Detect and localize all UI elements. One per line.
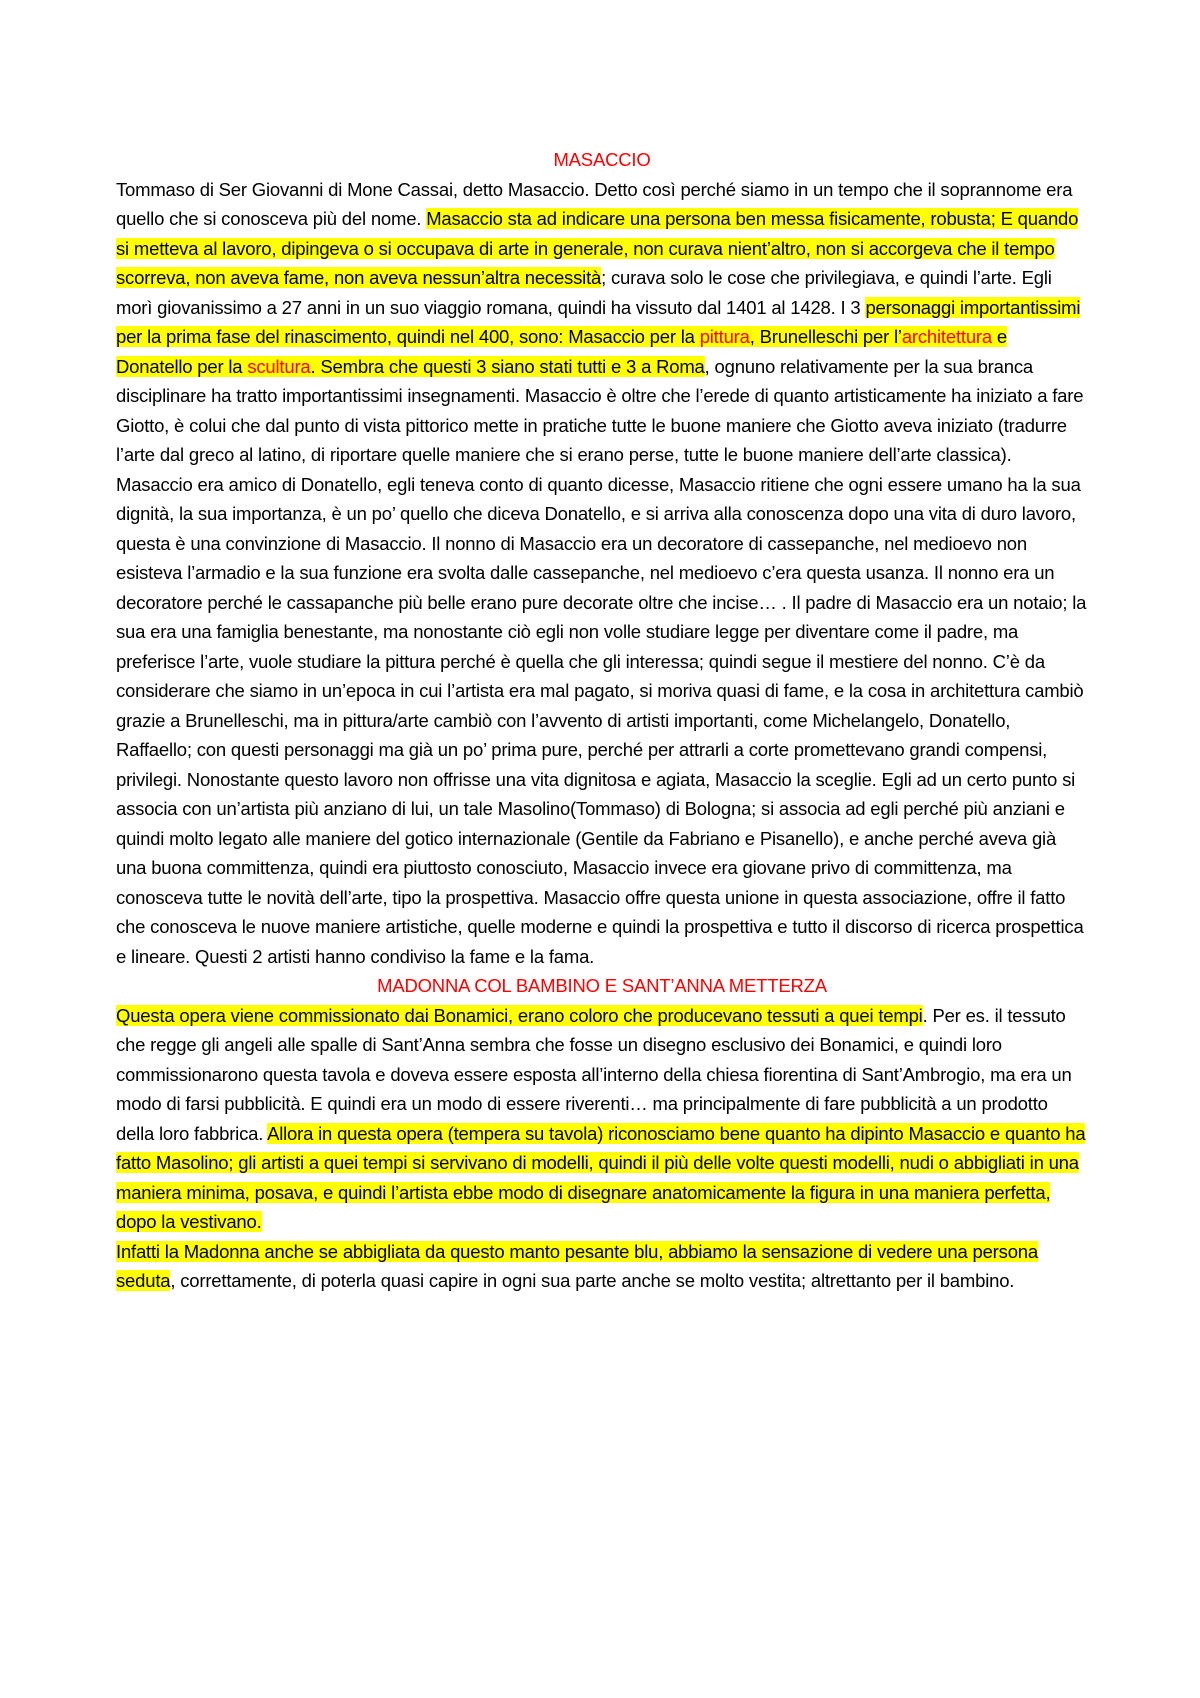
highlighted-text: Infatti la Madonna anche se abbigliata da questo manto pesante blu, abbiamo la sensazione di vedere una persona seduta: [116, 1240, 1038, 1291]
highlighted-text: . Sembra che questi 3 siano stati tutti e 3 a Roma: [310, 355, 705, 377]
body-text: , correttamente, di poterla quasi capire in ogni sua parte anche se molto vestita; altrettanto per il bambino.: [170, 1270, 1015, 1291]
body-text: . Per es. il tessuto che regge gli angeli alle spalle di Sant’Anna sembra che fosse un disegno esclusivo dei Bonamici, e quindi loro commissionarono questa tavola e doveva essere esposta all’interno della chiesa fiorentina di Sant’Ambrogio, ma era un modo di farsi pubblicità. E quindi era un modo di essere riverenti… ma principalmente di fare pubblicità a un prodotto della loro fabbrica.: [116, 1004, 1072, 1144]
highlighted-text: , Brunelleschi per l’: [749, 326, 902, 347]
heading-madonna: MADONNA COL BAMBINO E SANT’ANNA METTERZA: [377, 975, 827, 996]
highlighted-red-term: pittura: [699, 326, 750, 347]
highlighted-text: Masaccio sta ad indicare una persona ben messa fisicamente, robusta; E quando si metteva al lavoro, dipingeva o si occupava di arte in generale, non curava nient’altro, non si accorgeva che il tempo scorreva, non aveva fame, non aveva nessun’altra necessità: [116, 208, 1079, 288]
highlighted-text: personaggi importantissimi per la prima fase del rinascimento, quindi nel 400, sono: Masaccio per la: [116, 296, 1081, 347]
body-text: ; curava solo le cose che privilegiava, e quindi l’arte. Egli morì giovanissimo a 27 anni in un suo viaggio romana, quindi ha vissuto dal 1401 al 1428. I 3: [116, 267, 1052, 318]
highlighted-text: Questa opera viene commissionato dai Bonamici, erano coloro che producevano tessuti a quei tempi: [116, 1004, 923, 1026]
body-text: Tommaso di Ser Giovanni di Mone Cassai, detto Masaccio. Detto così perché siamo in un tempo che il soprannome era quello che si conosceva più del nome.: [116, 178, 1073, 229]
highlighted-red-term: scultura: [247, 355, 311, 377]
paragraph-masaccio: [116, 175, 1088, 972]
paragraph-madonna: [116, 1001, 1088, 1296]
highlighted-text: e Donatello per la: [116, 326, 1007, 377]
highlighted-red-term: architettura: [901, 326, 992, 347]
highlighted-text: Allora in questa opera (tempera su tavola) riconosciamo bene quanto ha dipinto Masaccio e quanto ha fatto Masolino; gli artisti a quei tempi si servivano di modelli, quindi il più delle volte questi modelli, nudi o abbigliati in una maniera minima, posava, e quindi l’artista ebbe modo di disegnare anatomicamente la figura in una maniera perfetta, dopo la vestivano.: [116, 1122, 1086, 1232]
body-text: , ognuno relativamente per la sua branca disciplinare ha tratto importantissimi insegnamenti. Masaccio è oltre che l’erede di quanto artisticamente ha iniziato a fare Giotto, è colui che dal punto di vista pittorico mette in pratiche tutte le buone maniere che Giotto aveva iniziato (tradurre l’arte dal greco al latino, di riportare quelle maniere che si erano perse, tutte le buone maniere dell’arte classica). Masaccio era amico di Donatello, egli teneva conto di quanto dicesse, Masaccio ritiene che ogni essere umano ha la sua dignità, la sua importanza, è un po’ quello che diceva Donatello, e si arriva alla conoscenza dopo una vita di duro lavoro, questa è una convinzione di Masaccio. Il nonno di Masaccio era un decoratore di cassepanche, nel medioevo non esisteva l’armadio e la sua funzione era svolta dalle cassepanche, nel medioevo c’era questa usanza. Il nonno era un decoratore perché le cassapanche più belle erano pure decorate oltre che incise… . Il padre di Masaccio era un notaio; la sua era una famiglia benestante, ma nonostante ciò egli non volle studiare legge per diventare come il padre, ma preferisce l’arte, vuole studiare la pittura perché è quella che gli interessa; quindi segue il mestiere del nonno. C’è da considerare che siamo in un’epoca in cui l’artista era mal pagato, si moriva quasi di fame, e la cosa in architettura cambiò grazie a Brunelleschi, ma in pittura/arte cambiò con l’avvento di artisti importanti, come Michelangelo, Donatello, Raffaello; con questi personaggi ma già un po’ prima pure, perché per attrarli a corte promettevano grandi compensi, privilegi. Nonostante questo lavoro non offrisse una vita dignitosa e agiata, Masaccio la sceglie. Egli ad un certo punto si associa con un’artista più anziano di lui, un tale Masolino(Tommaso) di Bologna; si associa ad egli perché più anziani e quindi molto legato alle maniere del gotico internazionale (Gentile da Fabriano e Pisanello), e anche perché aveva già una buona committenza, quindi era piuttosto conosciuto, Masaccio invece era giovane privo di committenza, ma conosceva tutte le novità dell’arte, tipo la prospettiva. Masaccio offre questa unione in questa associazione, offre il fatto che conosceva le nuove maniere artistiche, quelle moderne e quindi la prospettiva e tutto il discorso di ricerca prospettica e lineare. Questi 2 artisti hanno condiviso la fame e la fama.: [116, 355, 1087, 967]
heading-masaccio: MASACCIO: [553, 149, 651, 170]
